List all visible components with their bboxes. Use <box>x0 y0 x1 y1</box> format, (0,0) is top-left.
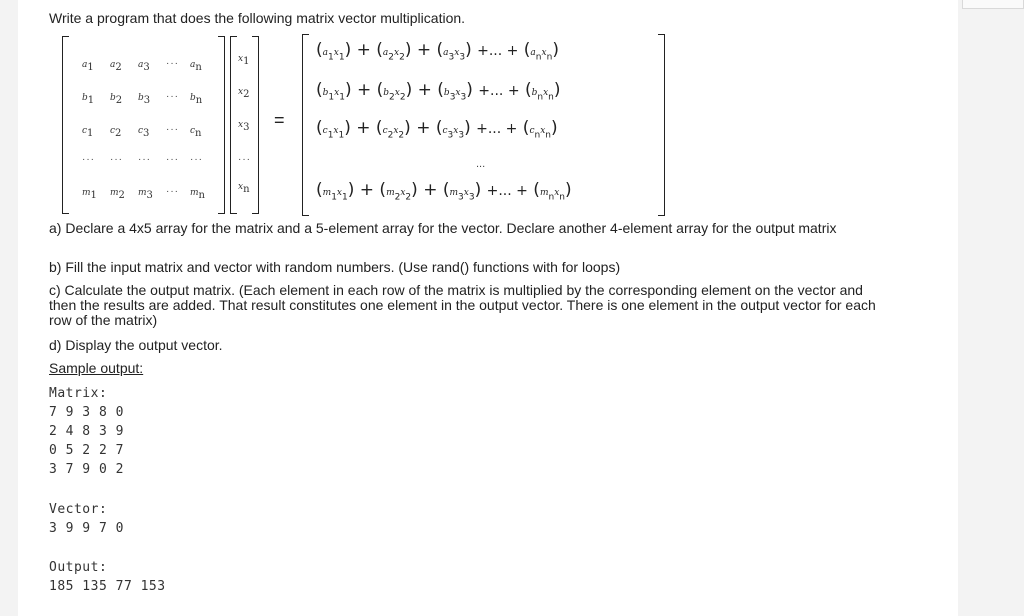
vector-cell: $x_1$ <box>238 54 250 67</box>
matrix-equation <box>48 30 668 216</box>
matrix-row-dots: ··· <box>166 186 179 197</box>
result-right-bracket <box>658 34 665 216</box>
part-b: b) Fill the input matrix and vector with random numbers. (Use rand() functions with for loops) <box>49 259 621 275</box>
sample-matrix-label: Matrix: <box>49 386 108 401</box>
vector-cell: $x_3$ <box>238 120 250 133</box>
matrix-ellipsis: ··· <box>82 154 95 165</box>
matrix-cell: $b_3$ <box>138 93 151 106</box>
matrix-cell: $c_2$ <box>110 126 122 139</box>
matrix-cell: $b_1$ <box>82 93 95 106</box>
sample-matrix-row: 3 7 9 0 2 <box>49 462 124 477</box>
sample-vector-row: 3 9 9 7 0 <box>49 521 124 536</box>
matrix-row-dots: ··· <box>166 91 179 102</box>
matrix-cell: $m_n$ <box>190 188 205 201</box>
sample-output-row: 185 135 77 153 <box>49 579 166 594</box>
matrix-row-dots: ··· <box>166 58 179 69</box>
vector-cell: $x_n$ <box>238 182 250 195</box>
vector-ellipsis: ··· <box>238 154 251 165</box>
matrix-left-bracket <box>62 36 69 214</box>
equals-sign: = <box>274 110 285 130</box>
matrix-cell: $b_2$ <box>110 93 123 106</box>
matrix-cell: $m_1$ <box>82 188 97 201</box>
vector-cell: $x_2$ <box>238 87 250 100</box>
result-left-bracket <box>302 34 309 216</box>
result-row: $(c_1x_1) + (c_2x_2) + (c_3x_3)$ +... + $(c_nx_n)$ <box>316 118 558 141</box>
sample-matrix-row: 0 5 2 2 7 <box>49 443 124 458</box>
matrix-cell: $m_2$ <box>110 188 125 201</box>
matrix-ellipsis: ··· <box>110 154 123 165</box>
part-d: d) Display the output vector. <box>49 337 223 353</box>
sample-matrix-row: 2 4 8 3 9 <box>49 424 124 439</box>
matrix-cell: $c_1$ <box>82 126 94 139</box>
matrix-ellipsis: ··· <box>138 154 151 165</box>
part-c: c) Calculate the output matrix. (Each element in each row of the matrix is multiplied by the corresponding element on the vector and then the results are added. That result constitutes one element in the output vector. There is one element in the output vector for each row of the matrix) <box>49 282 876 328</box>
matrix-cell: $m_3$ <box>138 188 153 201</box>
matrix-cell: $a_3$ <box>138 60 150 73</box>
sample-matrix-row: 7 9 3 8 0 <box>49 405 124 420</box>
question-intro: Write a program that does the following matrix vector multiplication. <box>49 10 466 26</box>
matrix-cell: $a_2$ <box>110 60 122 73</box>
corner-frame <box>962 0 1024 9</box>
matrix-ellipsis: ··· <box>190 154 203 165</box>
sample-output-label: Output: <box>49 560 108 575</box>
vector-right-bracket <box>252 36 259 214</box>
vector-left-bracket <box>230 36 237 214</box>
result-row: $(a_1x_1) + (a_2x_2) + (a_3x_3)$ +... + $(a_nx_n)$ <box>316 40 559 63</box>
sample-vector-label: Vector: <box>49 502 108 517</box>
matrix-cell: $b_n$ <box>190 93 203 106</box>
matrix-row-dots: ··· <box>166 124 179 135</box>
part-a: a) Declare a 4x5 array for the matrix and a 5-element array for the vector. Declare another 4-element array for the output matrix <box>49 220 837 236</box>
matrix-cell: $a_1$ <box>82 60 94 73</box>
result-row: $(b_1x_1) + (b_2x_2) + (b_3x_3)$ +... + $(b_nx_n)$ <box>316 80 561 103</box>
matrix-cell: $c_3$ <box>138 126 150 139</box>
sample-heading <box>49 361 143 376</box>
matrix-cell: $c_n$ <box>190 126 202 139</box>
sample-heading-text: Sample output: <box>49 360 144 376</box>
result-ellipsis: ... <box>476 158 486 170</box>
matrix-ellipsis: ··· <box>166 154 179 165</box>
matrix-right-bracket <box>218 36 225 214</box>
result-row: $(m_1x_1) + (m_2x_2) + (m_3x_3)$ +... + $(m_nx_n)$ <box>316 180 572 203</box>
document-page <box>18 0 958 616</box>
matrix-cell: $a_n$ <box>190 60 202 73</box>
